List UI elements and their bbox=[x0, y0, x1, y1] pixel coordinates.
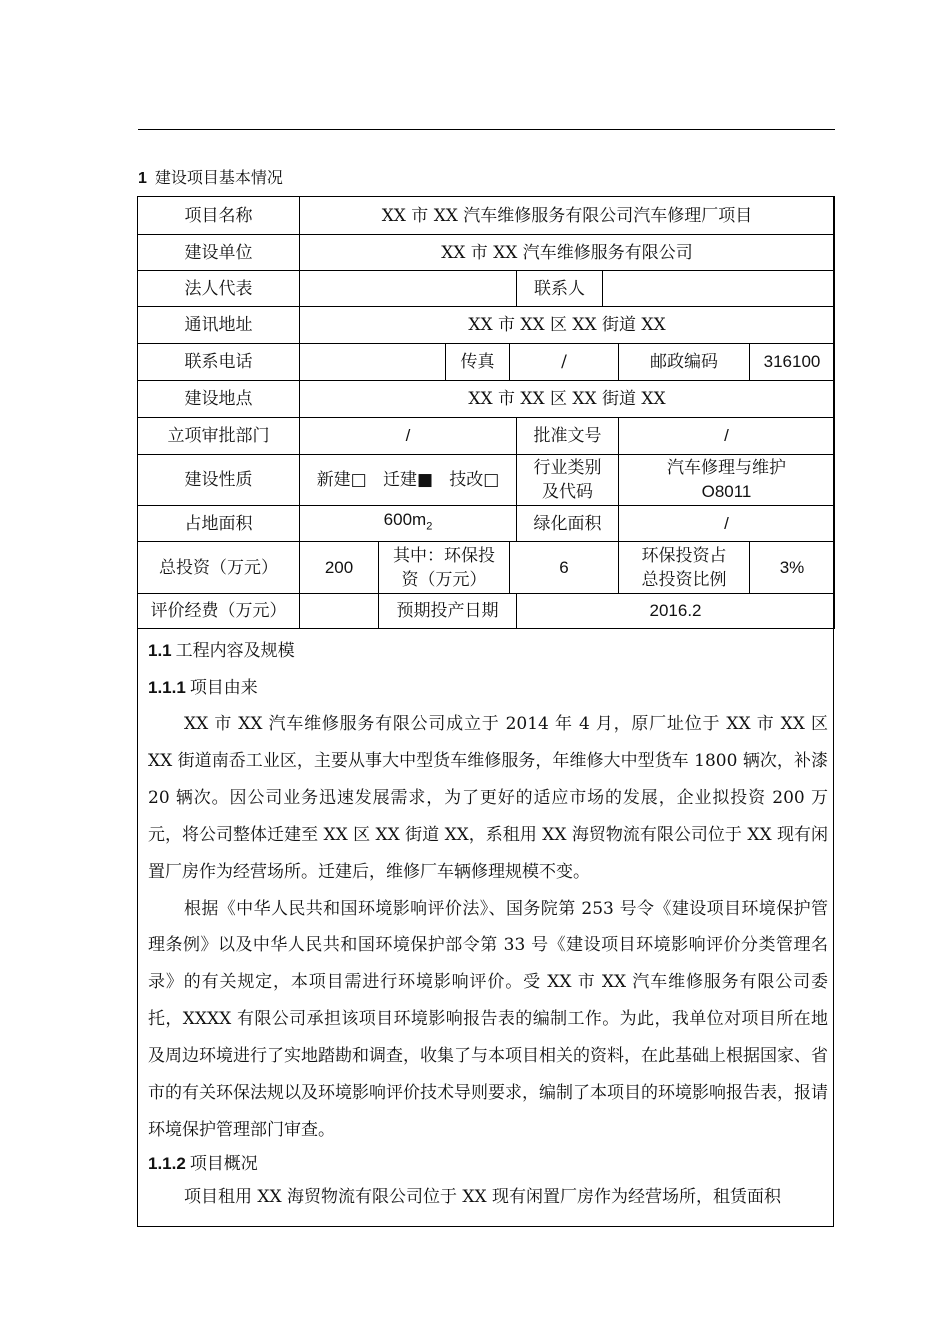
env-invest-label bbox=[379, 542, 510, 594]
heading-1-1-1-title: 项目由来 bbox=[189, 678, 258, 698]
project-name-value: XX 市 XX 汽车维修服务有限公司汽车修理厂项目 bbox=[300, 197, 835, 235]
header-rule bbox=[138, 129, 835, 130]
heading-1-1-2-title: 项目概况 bbox=[189, 1153, 258, 1174]
section-title-text: 建设项目基本情况 bbox=[154, 168, 283, 187]
env-invest-label-line1: 其中：环保投 bbox=[393, 545, 495, 566]
heading-1-1-1 bbox=[148, 669, 828, 706]
approval-dept-label: 立项审批部门 bbox=[138, 418, 300, 455]
builder-value: XX 市 XX 汽车维修服务有限公司 bbox=[300, 235, 835, 271]
industry-label-line2: 及代码 bbox=[542, 482, 593, 502]
date-label: 预期投产日期 bbox=[379, 594, 517, 629]
row-builder bbox=[138, 235, 835, 271]
fee-value bbox=[300, 594, 379, 629]
invest-value: 200 bbox=[300, 542, 379, 594]
ratio-value: 3% bbox=[750, 542, 835, 594]
legal-rep-label: 法人代表 bbox=[138, 271, 300, 307]
nature-relocate: 迁建■ bbox=[382, 470, 434, 490]
row-address bbox=[138, 307, 835, 344]
fax-label: 传真 bbox=[446, 344, 510, 381]
heading-1-1 bbox=[148, 632, 828, 669]
industry-value-line2: O8011 bbox=[701, 482, 752, 501]
row-area bbox=[138, 506, 835, 542]
phone-value bbox=[300, 344, 446, 381]
paragraph-overview: 项目租用 XX 海贸物流有限公司位于 XX 现有闲置厂房作为经营场所，租赁面积 bbox=[184, 1186, 782, 1207]
ratio-label bbox=[619, 542, 750, 594]
nature-new: 新建□ bbox=[316, 470, 367, 490]
row-legal-rep bbox=[138, 271, 835, 307]
approval-dept-value: / bbox=[300, 418, 517, 455]
nature-label: 建设性质 bbox=[138, 455, 300, 506]
area-label: 占地面积 bbox=[138, 506, 300, 542]
phone-label: 联系电话 bbox=[138, 344, 300, 381]
legal-rep-value bbox=[300, 271, 517, 307]
industry-label-line1: 行业类别 bbox=[533, 458, 602, 478]
heading-1-1-number: 1.1 bbox=[148, 641, 172, 660]
paragraph-origin: XX 市 XX 汽车维修服务有限公司成立于 2014 年 4 月，原厂址位于 XX 市 XX 区 XX 街道南岙工业区，主要从事大中型货车维修服务，年维修大中型货车 1800 辆次，补漆 20 辆次。因公司业务迅速发展需求，为了更好的适应市场的发展，企业拟投资 200 万元，将公司整体迁建至 XX 区 XX 街道 XX，系租用 XX 海贸物流有限公司位于 XX 现有闲置厂房作为经营场所。迁建后，维修厂车辆修理规模不变。 bbox=[148, 714, 828, 882]
row-approval bbox=[138, 418, 835, 455]
area-number: 600m bbox=[383, 510, 427, 530]
date-value: 2016.2 bbox=[517, 594, 835, 629]
heading-1-1-2 bbox=[148, 1149, 828, 1179]
section-number: 1 bbox=[138, 170, 147, 187]
row-project-name bbox=[138, 197, 835, 235]
row-nature bbox=[138, 455, 835, 506]
ratio-label-line1: 环保投资占 bbox=[641, 545, 727, 566]
address-value: XX 市 XX 区 XX 街道 XX bbox=[300, 307, 835, 344]
green-label: 绿化面积 bbox=[517, 506, 619, 542]
area-unit-sub: 2 bbox=[426, 520, 433, 533]
ratio-label-line2: 总投资比例 bbox=[641, 569, 727, 590]
nature-options bbox=[300, 455, 517, 506]
project-name-label: 项目名称 bbox=[138, 197, 300, 235]
contact-value bbox=[603, 271, 835, 307]
paragraph-basis: 根据《中华人民共和国环境影响评价法》、国务院第 253 号令《建设项目环境保护管理条例》以及中华人民共和国环境保护部令第 33 号《建设项目环境影响评价分类管理名录》的有关规定，本项目需进行环境影响评价。受 XX 市 XX 汽车维修服务有限公司委托，XXXX 有限公司承担该项目环境影响报告表的编制工作。为此，我单位对项目所在地及周边环境进行了实地踏勘和调查，收集了与本项目相关的资料，在此基础上根据国家、省市的有关环保法规以及环境影响评价技术导则要求，编制了本项目的环境影响报告表，报请环境保护管理部门审查。 bbox=[148, 898, 828, 1140]
section-title bbox=[138, 165, 283, 188]
approval-no-label: 批准文号 bbox=[517, 418, 619, 455]
builder-label: 建设单位 bbox=[138, 235, 300, 271]
heading-1-1-1-number: 1.1.1 bbox=[148, 678, 186, 697]
nature-renovate: 技改□ bbox=[449, 470, 500, 490]
content-body bbox=[148, 632, 828, 1216]
env-invest-label-line2: 资（万元） bbox=[401, 569, 487, 590]
row-invest bbox=[138, 542, 835, 594]
postcode-value: 316100 bbox=[750, 344, 835, 381]
heading-1-1-2-number: 1.1.2 bbox=[148, 1153, 186, 1173]
fax-value: / bbox=[510, 344, 619, 381]
env-invest-value: 6 bbox=[510, 542, 619, 594]
industry-value bbox=[619, 455, 835, 506]
industry-value-line1: 汽车修理与维护 bbox=[667, 458, 786, 478]
project-info-table bbox=[137, 196, 835, 629]
site-value: XX 市 XX 区 XX 街道 XX bbox=[300, 381, 835, 418]
industry-label bbox=[517, 455, 619, 506]
row-fee bbox=[138, 594, 835, 629]
heading-1-1-title: 工程内容及规模 bbox=[175, 641, 295, 661]
area-value bbox=[300, 506, 517, 542]
invest-label: 总投资（万元） bbox=[138, 542, 300, 594]
site-label: 建设地点 bbox=[138, 381, 300, 418]
address-label: 通讯地址 bbox=[138, 307, 300, 344]
postcode-label: 邮政编码 bbox=[619, 344, 750, 381]
contact-label: 联系人 bbox=[517, 271, 603, 307]
row-phone bbox=[138, 344, 835, 381]
green-value: / bbox=[619, 506, 835, 542]
row-site bbox=[138, 381, 835, 418]
fee-label: 评价经费（万元） bbox=[138, 594, 300, 629]
approval-no-value: / bbox=[619, 418, 835, 455]
